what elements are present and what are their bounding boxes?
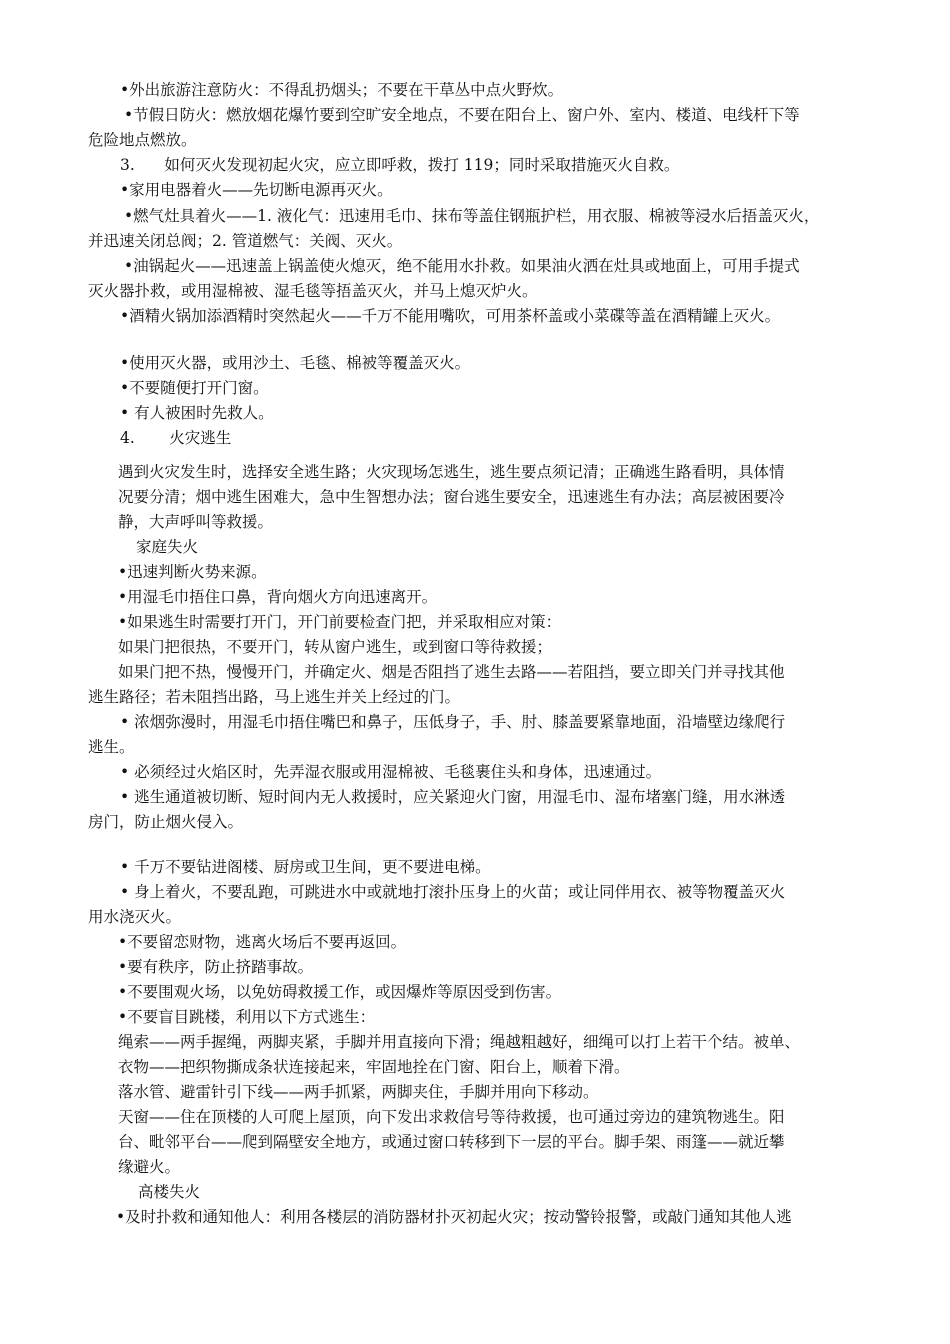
text-line: • 身上着火，不要乱跑，可跳进水中或就地打滚扑压身上的火苗；或让同伴用衣、被等物覆盖灭火 <box>120 883 786 901</box>
text-line: 如果门把很热，不要开门，转从窗户逃生，或到窗口等待救援； <box>118 638 553 656</box>
text-line: 衣物——把织物撕成条状连接起来，牢固地拴在门窗、阳台上，顺着下滑。 <box>118 1058 630 1076</box>
text-line: •节假日防火：燃放烟花爆竹要到空旷安全地点，不要在阳台上、窗户外、室内、楼道、电线杆下等 <box>124 106 800 124</box>
text-line: •使用灭火器，或用沙土、毛毯、棉被等覆盖灭火。 <box>120 354 471 372</box>
text-line: •用湿毛巾捂住口鼻，背向烟火方向迅速离开。 <box>118 588 438 606</box>
text-line: 危险地点燃放。 <box>88 131 197 149</box>
text-line: • 有人被困时先救人。 <box>120 404 274 422</box>
text-line: 况要分清；烟中逃生困难大，急中生智想办法；窗台逃生要安全，迅速逃生有办法；高层被困要冷 <box>118 488 785 506</box>
text-line: 用水浇灭火。 <box>88 908 182 926</box>
text-line: 逃生。 <box>88 738 135 756</box>
text-line: • 必须经过火焰区时，先弄湿衣服或用湿棉被、毛毯裹住头和身体，迅速通过。 <box>120 763 662 781</box>
text-line: •家用电器着火——先切断电源再灭火。 <box>120 181 393 199</box>
text-line: 台、毗邻平台——爬到隔壁安全地方，或通过窗口转移到下一层的平台。脚手架、雨篷——就近攀 <box>118 1133 785 1151</box>
text-line: •油锅起火——迅速盖上锅盖使火熄灭，绝不能用水扑救。如果油火洒在灶具或地面上，可用手提式 <box>124 257 800 275</box>
text-line: 逃生路径；若未阻挡出路，马上逃生并关上经过的门。 <box>88 688 461 706</box>
subheading: 高楼失火 <box>138 1183 201 1201</box>
text-line: 并迅速关闭总阀；2. 管道燃气：关阀、灭火。 <box>88 232 403 250</box>
text-line: •酒精火锅加添酒精时突然起火——千万不能用嘴吹，可用茶杯盖或小菜碟等盖在酒精罐上灭火。 <box>120 307 781 325</box>
text-line: 遇到火灾发生时，选择安全逃生路；火灾现场怎逃生，逃生要点须记清；正确逃生路看明，具体情 <box>118 463 785 481</box>
text-line: •不要围观火场，以免妨碍救援工作，或因爆炸等原因受到伤害。 <box>118 983 562 1001</box>
text-line: 如果门把不热，慢慢开门，并确定火、烟是否阻挡了逃生去路——若阻挡，要立即关门并寻找其他 <box>118 663 785 681</box>
text-line: • 千万不要钻进阁楼、厨房或卫生间，更不要进电梯。 <box>120 858 491 876</box>
text-line: 落水管、避雷针引下线——两手抓紧，两脚夹住，手脚并用向下移动。 <box>118 1083 599 1101</box>
text-line: •不要随便打开门窗。 <box>120 379 269 397</box>
text-line: 灭火器扑救，或用湿棉被、湿毛毯等捂盖灭火，并马上熄灭炉火。 <box>88 282 538 300</box>
text-line: •如果逃生时需要打开门，开门前要检查门把，并采取相应对策： <box>118 613 562 631</box>
text-line: •燃气灶具着火——1. 液化气：迅速用毛巾、抹布等盖住钢瓶护栏，用衣服、棉被等浸水后捂盖灭火， <box>124 207 820 225</box>
section-heading: 4. 火灾逃生 <box>120 429 232 447</box>
text-line: • 浓烟弥漫时，用湿毛巾捂住嘴巴和鼻子，压低身子，手、肘、膝盖要紧靠地面，沿墙壁边缘爬行 <box>120 713 786 731</box>
text-line: •不要留恋财物，逃离火场后不要再返回。 <box>118 933 407 951</box>
text-line: •迅速判断火势来源。 <box>118 563 267 581</box>
text-line: •不要盲目跳楼，利用以下方式逃生： <box>118 1008 376 1026</box>
text-line: • 逃生通道被切断、短时间内无人救援时，应关紧迎火门窗，用湿毛巾、湿布堵塞门缝，用水淋透 <box>120 788 786 806</box>
text-line: •要有秩序，防止挤踏事故。 <box>118 958 314 976</box>
text-line: 缘避火。 <box>118 1158 181 1176</box>
text-line: •及时扑救和通知他人：利用各楼层的消防器材扑灭初起火灾；按动警铃报警，或敲门通知其他人逃 <box>116 1208 792 1226</box>
text-line: 绳索——两手握绳，两脚夹紧，手脚并用直接向下滑；绳越粗越好，细绳可以打上若干个结。被单、 <box>118 1033 801 1051</box>
text-line: •外出旅游注意防火：不得乱扔烟头；不要在干草丛中点火野炊。 <box>120 81 564 99</box>
text-line: 天窗——住在顶楼的人可爬上屋顶，向下发出求救信号等待救援，也可通过旁边的建筑物逃生。阳 <box>118 1108 785 1126</box>
subheading: 家庭失火 <box>136 538 199 556</box>
text-line: 静，大声呼叫等救援。 <box>118 513 274 531</box>
text-line: 3. 如何灭火发现初起火灾，应立即呼救，拨打 119；同时采取措施灭火自救。 <box>120 156 680 174</box>
text-line: 房门，防止烟火侵入。 <box>88 813 244 831</box>
